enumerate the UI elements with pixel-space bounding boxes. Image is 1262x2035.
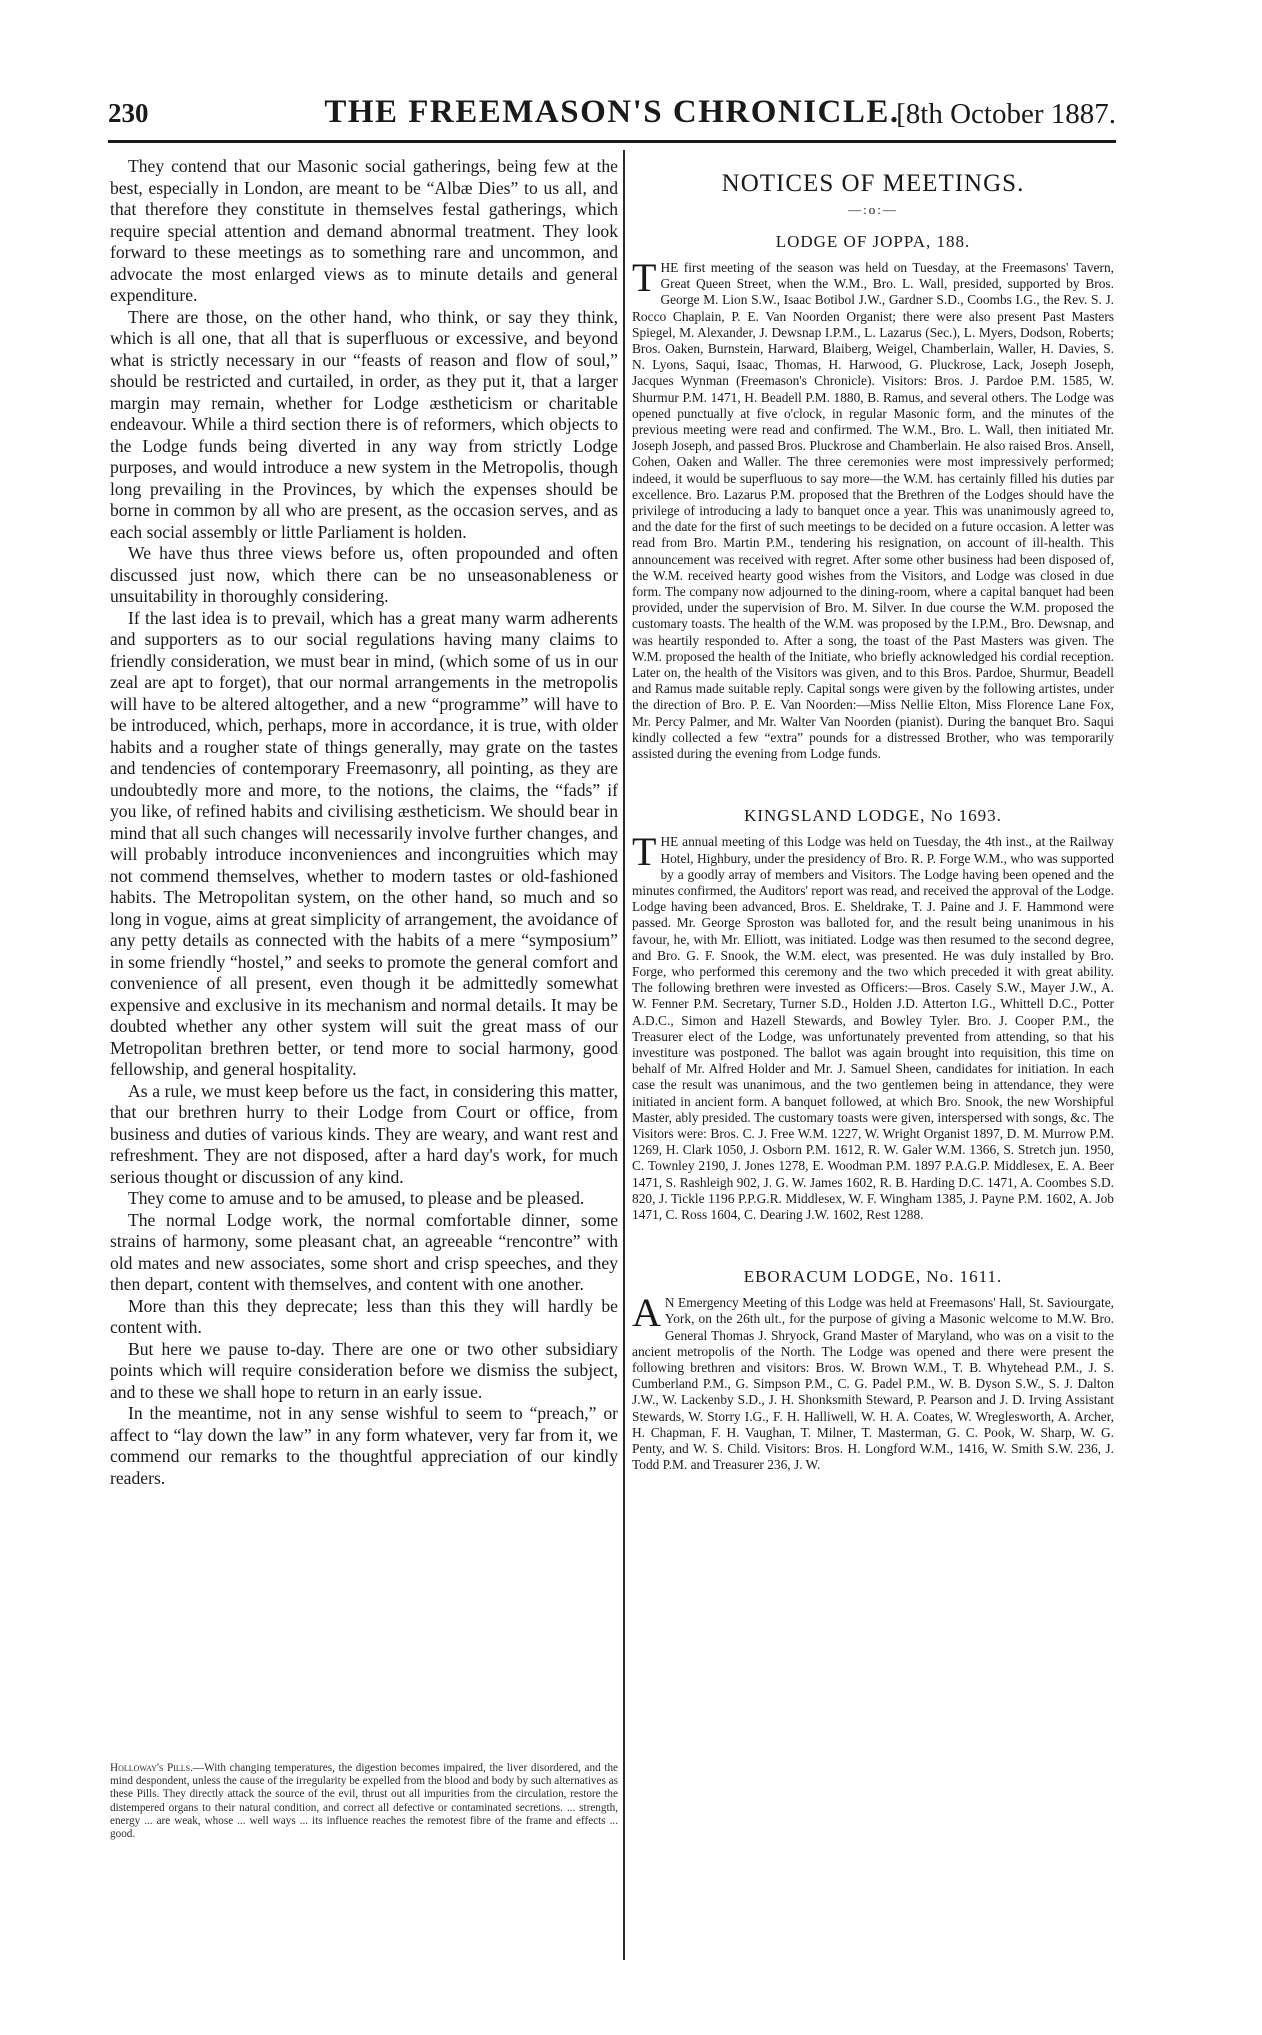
notices-column — [632, 156, 1114, 1473]
issue-date: [8th October 1887. — [896, 98, 1116, 130]
column-divider — [623, 150, 625, 1960]
lodge-report-text: HE annual meeting of this Lodge was held on Tuesday, the 4th inst., at the Railway Hotel, Highbury, under the presidency of Bro. R. P. Forge W.M., who was supported by a goodly array of members and Visitors. The Lodge having been opened and the minutes confirmed, the Auditors' report was read, and received the approval of the Lodge. Lodge having been advanced, Bros. E. Sheldrake, T. J. Paine and J. F. Hammond were passed. Mr. George Sproston was balloted for, and the result being unanimous in his favour, he, with Mr. Elliott, was initiated. Lodge was then resumed to the second degree, and Bro. G. F. Snook, the W.M. elect, was presented. He was duly installed by Bro. Forge, who performed this ceremony and the two which preceded it with great ability. The following brethren were invested as Officers:—Bros. Casely S.W., Mayer J.W., A. W. Fenner P.M. Secretary, Turner S.D., Holden J.D. Atterton I.G., Whittell D.C., Potter A.D.C., Simon and Hazell Stewards, and Bowley Tyler. Bro. J. Cooper P.M., the Treasurer elect of the Lodge, was unfortunately prevented from attending, so that his investiture was postponed. The ballot was again brought into requisition, this time on behalf of Mr. Alfred Holder and Mr. J. Samuel Sheen, candidates for initiation. In each case the result was unanimous, and the two gentlemen being in attendance, they were initiated in ancient form. A banquet followed, at which Bro. Snook, the new Worshipful Master, ably presided. The customary toasts were given, interspersed with songs, &c. The Visitors were: Bros. C. J. Free W.M. 1227, W. Wright Organist 1897, D. M. Murrow P.M. 1269, H. Clark 1050, J. Osborn P.M. 1612, R. W. Galer W.M. 1366, S. Stretch jun. 1950, C. Townley 2190, J. Jones 1278, E. Woodman P.M. 1897 P.A.G.P. Middlesex, E. A. Beer 1471, S. Rashleigh 902, J. G. W. James 1602, R. B. Harding D.C. 1471, A. Coombes S.D. 820, J. Tickle 1196 P.P.G.R. Middlesex, W. F. Wingham 1385, J. Payne P.M. 1602, A. Job 1471, C. Ross 1604, C. Dearing J.W. 1602, Rest 1288. — [632, 834, 1114, 1222]
lodge-report-text: HE first meeting of the season was held on Tuesday, at the Freemasons' Tavern, Great Queen Street, when the W.M., Bro. L. Wall, presided, supported by Bros. George M. Lion S.W., Isaac Botibol J.W., Gardner S.D., Coombs I.G., the Rev. S. J. Rocco Chaplain, P. E. Van Noorden Organist; there were also present Past Masters Spiegel, M. Alexander, J. Dewsnap I.P.M., L. Lazarus (Sec.), L. Myers, Dodson, Roberts; Bros. Oaken, Burnstein, Harward, Blaiberg, Weigel, Chamberlain, Waller, H. Davies, S. N. Lyons, Saqui, Isaac, Thomas, H. Harwood, G. Pluckrose, Lack, Joseph Joseph, Jacques Wynman (Freemason's Chronicle). Visitors: Bros. J. Pardoe P.M. 1585, W. Shurmur P.M. 1471, H. Beadell P.M. 1880, B. Ramus, and several others. The Lodge was opened punctually at five o'clock, in regular Masonic form, and the minutes of the previous meeting were read and confirmed. The W.M., Bro. L. Wall, then initiated Mr. Joseph Joseph, and passed Bros. Pluckrose and Chamberlain. He also raised Bros. Ansell, Cohen, Oaken and Waller. The three ceremonies were most impressively performed; indeed, it would be superfluous to say more—the W.M. has certainly filled his duties par excellence. Bro. Lazarus P.M. proposed that the Brethren of the Lodges should have the privilege of introducing a lady to banquet once a year. This was unanimously agreed to, and the date for the first of such meetings to be decided on a future occasion. A letter was read from Bro. Martin P.M., tendering his resignation, on account of ill-health. This announcement was received with regret. After some other business had been disposed of, the W.M. received hearty good wishes from the Visitors, and Lodge was closed in due form. The company now adjourned to the dining-room, where a capital banquet had been provided, under the supervision of Bro. M. Silver. In due course the W.M. proposed the customary toasts. The health of the W.M. was proposed by the I.P.M., Bro. Dewsnap, and was heartily responded to. After a song, the toast of the Past Masters was given. The W.M. proposed the health of the Initiate, who briefly acknowledged his cordial reception. Later on, the health of the Visitors was given, and to this Bros. Pardoe, Shurmur, Beadell and Ramus made suitable reply. Capital songs were given by the following artistes, under the direction of Bro. P. E. Van Noorden:—Miss Nellie Elton, Miss Florence Lane Fox, Mr. Percy Palmer, and Mr. Walter Van Noorden (pianist). During the banquet Bro. Saqui kindly collected a few “extra” pounds for a distressed Brother, who was temporarily assisted during the evening from Lodge funds. — [632, 260, 1114, 762]
spacer — [632, 762, 1114, 796]
editorial-paragraph: If the last idea is to prevail, which has a great many warm adherents and supporters as to our social regulations having many claims to friendly consideration, we must bear in mind, (which some of us in our zeal are apt to forget), that our normal arrangements in the metropolis will have to be altered altogether, and a new “programme” will have to be introduced, which, perhaps, more in accordance, it is true, with older habits and a rougher state of things generally, may grate on the tastes and tendencies of contemporary Freemasonry, all pointing, as they are undoubtedly more and more, to the notions, the claims, the “fads” if you like, of refined habits and civilising æstheticism. We should bear in mind that all such changes will necessarily involve further changes, and will probably introduce inconveniences and incongruities which may not commend themselves, whether to modern tastes or old-fashioned habits. The Metropolitan system, on the other hand, so much and so long in vogue, aims at great simplicity of arrangement, the avoidance of any petty details as connected with the habits of a mere “symposium” in some friendly “hostel,” and seeks to promote the general comfort and convenience of all present, even though it be admittedly somewhat expensive and exclusive in its mechanism and normal details. It may be doubted whether any other system will suit the great mass of our Metropolitan brethren better, or tend more to social harmony, good fellowship, and general hospitality. — [110, 607, 618, 1079]
editorial-paragraph: They contend that our Masonic social gatherings, being few at the best, especially in London, are meant to be “Albæ Dies” to us all, and that therefore they constitute in themselves festal gatherings, which require special attention and demand abnormal treatment. They look forward to these meetings as to something rare and uncommon, and advocate the most enlarged views as to minute details and general expenditure. — [110, 156, 618, 305]
lodge-heading: LODGE OF JOPPA, 188. — [775, 232, 971, 251]
lodge-notice-joppa — [632, 232, 1114, 762]
lodge-heading: KINGSLAND LODGE, No 1693. — [744, 806, 1002, 826]
editorial-paragraph: There are those, on the other hand, who think, or say they think, which is all one, that all that is superfluous or excessive, and beyond what is strictly necessary in our “feasts of reason and flow of soul,” should be restricted and curtailed, in order, as they put it, that a larger margin may remain, whether for Lodge æstheticism or charitable endeavour. While a third section there is of reformers, which objects to the Lodge funds being diverted in any way from strictly Lodge purposes, and would introduce a new system in the Metropolis, though long prevailing in the Provinces, by which the expenses should be borne in common by all who are present, as the occasion serves, and as each social assembly or little Parliament is holden. — [110, 306, 618, 542]
advert-text: —With changing temperatures, the digestion becomes impaired, the liver disordered, and the mind despondent, unless the cause of the irregularity be expelled from the blood and body by such alternatives as these Pills. They directly attack the source of the evil, thrust out all impurities from the circulation, restore the distempered organs to their natural condition, and correct all defective or contaminated secretions. ... strength, energy ... are weak, whose ... well ways ... its influence reaches the remotest fibre of the frame and effects ... good. — [110, 1762, 619, 1841]
lodge-notice-kingsland — [632, 806, 1114, 1223]
section-title: NOTICES OF MEETINGS. — [721, 170, 1025, 197]
editorial-paragraph: We have thus three views before us, often propounded and often discussed just now, which there can be no unseasonableness or unsuitability in thoroughly considering. — [110, 543, 618, 606]
editorial-paragraph: In the meantime, not in any sense wishful to seem to “preach,” or affect to “lay down the law” in any form whatever, very far from it, we commend our remarks to the thoughtful appreciation of our kindly readers. — [110, 1403, 618, 1488]
drop-cap: A — [632, 1290, 661, 1336]
header-rule — [108, 140, 1116, 143]
holloway-advert — [110, 1762, 618, 1841]
lodge-report-text: N Emergency Meeting of this Lodge was held at Freemasons' Hall, St. Saviourgate, York, on the 26th ult., for the purpose of giving a Masonic welcome to M.W. Bro. General Thomas J. Shryock, Grand Master of Maryland, who was on a visit to the ancient metropolis of the North. The Lodge was opened and there were present the following brethren and visitors: Bros. W. Brown W.M., T. B. Whytehead P.M., J. S. Cumberland P.M., G. Simpson P.M., C. G. Padel P.M., W. B. Dyson S.W., S. J. Dalton J.W., W. Lackenby S.D., J. H. Shonksmith Steward, P. Pearson and J. D. Irving Assistant Stewards, W. Storry I.G., F. H. Halliwell, W. H. A. Coates, W. Wreglesworth, A. Archer, H. Chapman, F. H. Vaughan, T. Milner, T. Masterman, G. C. Pook, W. Sharp, W. G. Penty, and W. S. Child. Visitors: Bros. H. Longford W.M., 1416, W. Smith S.W. 236, J. Todd P.M. and Treasurer 236, J. W. — [632, 1295, 1114, 1473]
editorial-paragraph: As a rule, we must keep before us the fact, in considering this matter, that our brethren hurry to their Lodge from Court or office, from business and duties of various kinds. They are weary, and want rest and refreshment. They are not disposed, after a hard day's work, for much serious thought or discussion of any kind. — [110, 1080, 618, 1187]
lodge-report — [632, 255, 1114, 762]
editorial-paragraph: More than this they deprecate; less than this they will hardly be content with. — [110, 1295, 618, 1337]
ornament: —:o:— — [848, 202, 898, 217]
lodge-report — [632, 1290, 1114, 1473]
advert-name: Holloway's Pills. — [110, 1762, 193, 1774]
page-number: 230 — [108, 98, 149, 128]
masthead — [108, 94, 1116, 138]
lodge-heading: EBORACUM LODGE, No. 1611. — [743, 1267, 1003, 1287]
editorial-paragraph: But here we pause to-day. There are one or two other subsidiary points which will require consideration before we dismiss the subject, and to these we shall hope to return in an early issue. — [110, 1338, 618, 1402]
spacer — [632, 1223, 1114, 1257]
editorial-paragraph: They come to amuse and to be amused, to please and be pleased. — [128, 1188, 585, 1208]
journal-title: THE FREEMASON'S CHRONICLE. — [324, 94, 900, 130]
editorial-column — [110, 156, 618, 1489]
drop-cap: T — [632, 255, 657, 300]
drop-cap: T — [632, 829, 657, 875]
lodge-report — [632, 829, 1114, 1223]
editorial-paragraph: The normal Lodge work, the normal comfortable dinner, some strains of harmony, some pleasant chat, an agreeable “rencontre” with old mates and new associates, some short and crisp speeches, and they then depart, content with themselves, and content with one another. — [110, 1209, 618, 1294]
lodge-notice-eboracum — [632, 1267, 1114, 1473]
